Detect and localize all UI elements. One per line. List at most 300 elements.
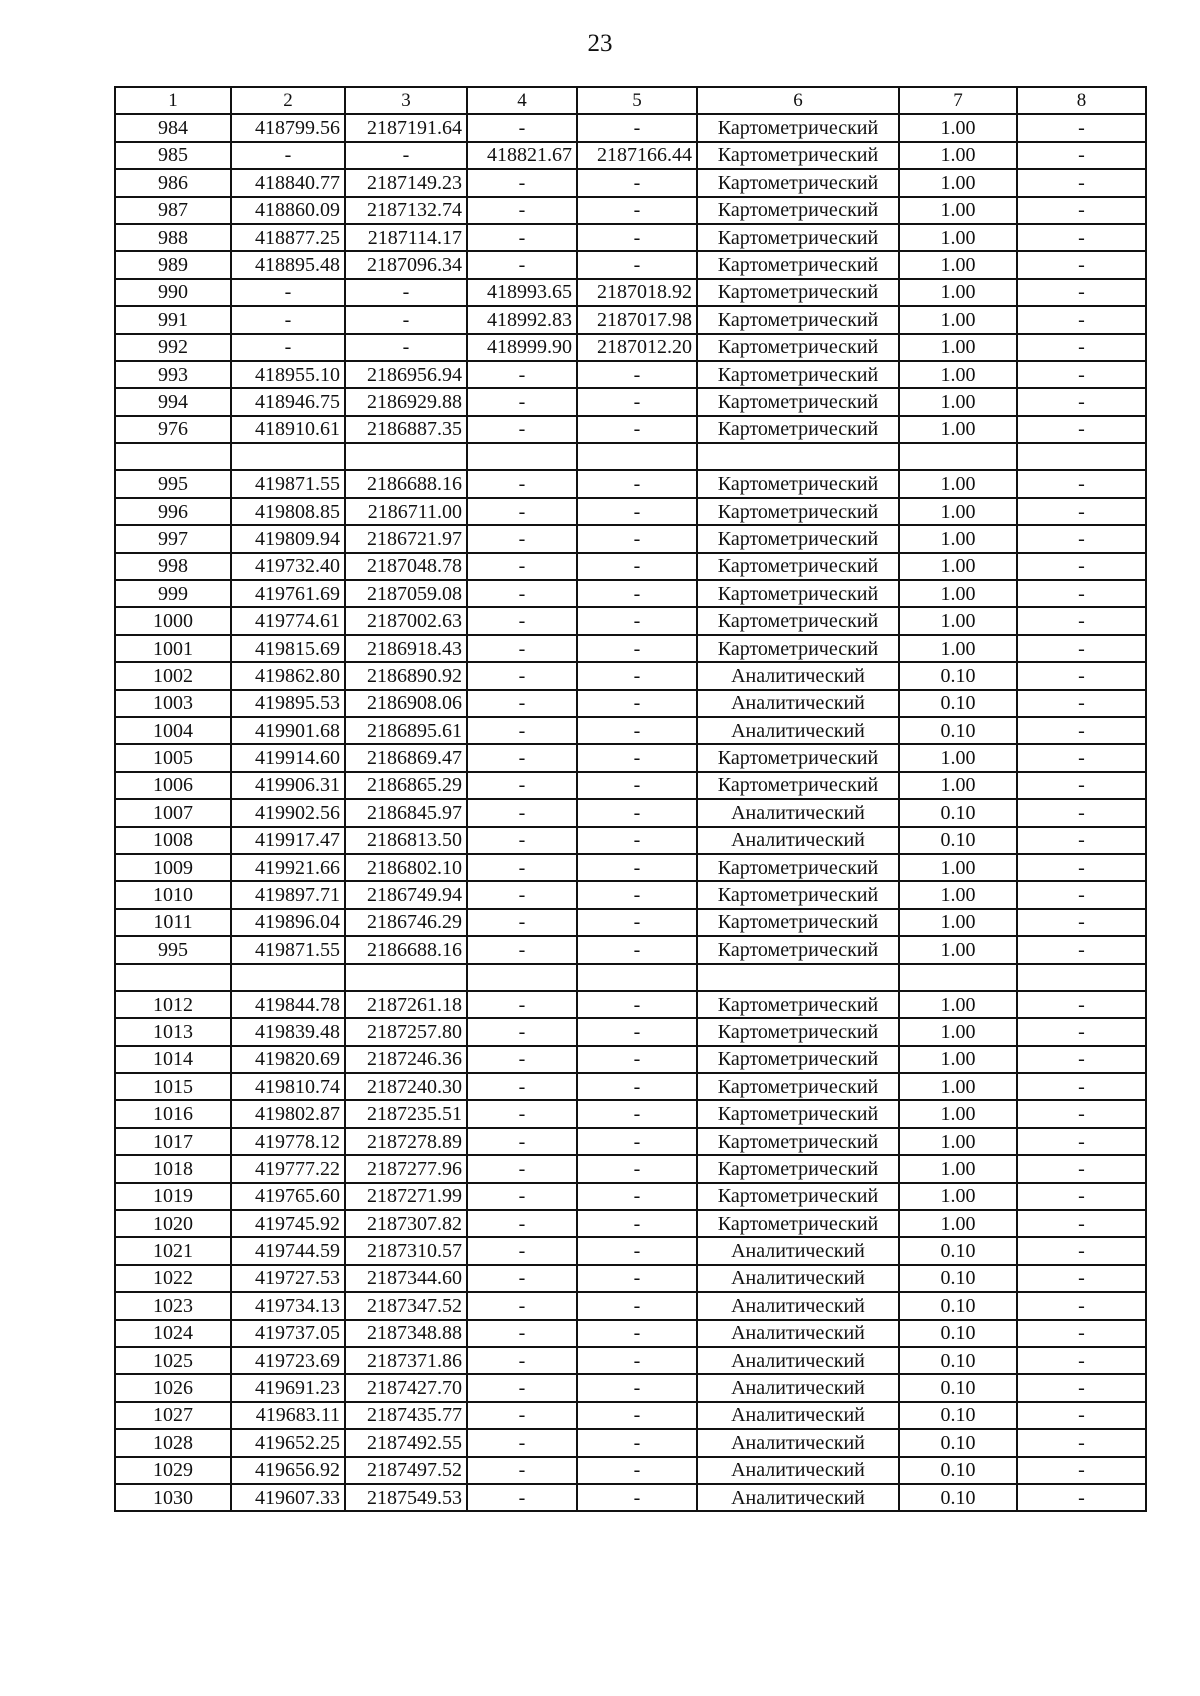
accuracy-cell: 0.10 bbox=[899, 717, 1017, 744]
x-coordinate-cell bbox=[231, 443, 345, 470]
x-new-cell: - bbox=[467, 416, 577, 443]
point-number-cell: 976 bbox=[115, 416, 231, 443]
y-coordinate-cell: 2187497.52 bbox=[345, 1457, 467, 1484]
table-row bbox=[115, 580, 1146, 607]
notes-cell: - bbox=[1017, 1402, 1146, 1429]
accuracy-cell: 1.00 bbox=[899, 334, 1017, 361]
accuracy-cell: 1.00 bbox=[899, 525, 1017, 552]
notes-cell: - bbox=[1017, 142, 1146, 169]
point-number-cell: 1012 bbox=[115, 991, 231, 1018]
y-new-cell: - bbox=[577, 224, 697, 251]
y-coordinate-cell: 2187278.89 bbox=[345, 1128, 467, 1155]
x-new-cell: - bbox=[467, 662, 577, 689]
y-new-cell: - bbox=[577, 361, 697, 388]
accuracy-cell: 1.00 bbox=[899, 580, 1017, 607]
x-coordinate-cell: 419774.61 bbox=[231, 607, 345, 634]
x-coordinate-cell: 419761.69 bbox=[231, 580, 345, 607]
y-coordinate-cell: 2187096.34 bbox=[345, 251, 467, 278]
table-row bbox=[115, 470, 1146, 497]
accuracy-cell bbox=[899, 443, 1017, 470]
table-row bbox=[115, 662, 1146, 689]
accuracy-cell: 0.10 bbox=[899, 1374, 1017, 1401]
point-number-cell: 985 bbox=[115, 142, 231, 169]
x-coordinate-cell: 419745.92 bbox=[231, 1210, 345, 1237]
point-number-cell: 1015 bbox=[115, 1073, 231, 1100]
notes-cell: - bbox=[1017, 1210, 1146, 1237]
notes-cell: - bbox=[1017, 498, 1146, 525]
y-coordinate-cell: 2187059.08 bbox=[345, 580, 467, 607]
notes-cell: - bbox=[1017, 1347, 1146, 1374]
notes-cell: - bbox=[1017, 607, 1146, 634]
y-new-cell: - bbox=[577, 1183, 697, 1210]
y-new-cell: 2187012.20 bbox=[577, 334, 697, 361]
y-coordinate-cell: 2186845.97 bbox=[345, 799, 467, 826]
method-cell: Аналитический bbox=[697, 827, 899, 854]
notes-cell: - bbox=[1017, 1484, 1146, 1511]
y-new-cell: - bbox=[577, 1320, 697, 1347]
y-new-cell bbox=[577, 964, 697, 991]
y-new-cell: - bbox=[577, 1210, 697, 1237]
x-new-cell: - bbox=[467, 498, 577, 525]
table-row bbox=[115, 1073, 1146, 1100]
notes-cell: - bbox=[1017, 1155, 1146, 1182]
y-new-cell: - bbox=[577, 1073, 697, 1100]
y-coordinate-cell: 2187246.36 bbox=[345, 1046, 467, 1073]
accuracy-cell: 1.00 bbox=[899, 991, 1017, 1018]
x-coordinate-cell: 418860.09 bbox=[231, 197, 345, 224]
table-row bbox=[115, 717, 1146, 744]
notes-cell: - bbox=[1017, 1457, 1146, 1484]
y-new-cell: - bbox=[577, 854, 697, 881]
y-coordinate-cell: 2187114.17 bbox=[345, 224, 467, 251]
y-coordinate-cell: 2187261.18 bbox=[345, 991, 467, 1018]
method-cell: Аналитический bbox=[697, 1374, 899, 1401]
method-cell: Картометрический bbox=[697, 416, 899, 443]
accuracy-cell: 1.00 bbox=[899, 142, 1017, 169]
method-cell: Картометрический bbox=[697, 1100, 899, 1127]
x-coordinate-cell: 419914.60 bbox=[231, 744, 345, 771]
notes-cell: - bbox=[1017, 909, 1146, 936]
accuracy-cell: 0.10 bbox=[899, 690, 1017, 717]
x-coordinate-cell: 419652.25 bbox=[231, 1429, 345, 1456]
table-row bbox=[115, 827, 1146, 854]
y-new-cell: 2187017.98 bbox=[577, 306, 697, 333]
x-coordinate-cell: - bbox=[231, 279, 345, 306]
point-number-cell: 1011 bbox=[115, 909, 231, 936]
y-coordinate-cell: 2187240.30 bbox=[345, 1073, 467, 1100]
x-coordinate-cell: 419862.80 bbox=[231, 662, 345, 689]
y-new-cell: - bbox=[577, 1237, 697, 1264]
table-row bbox=[115, 279, 1146, 306]
table-row bbox=[115, 964, 1146, 991]
y-coordinate-cell: 2187347.52 bbox=[345, 1292, 467, 1319]
header-cell: 4 bbox=[467, 87, 577, 114]
accuracy-cell: 1.00 bbox=[899, 1183, 1017, 1210]
y-coordinate-cell: 2187277.96 bbox=[345, 1155, 467, 1182]
notes-cell: - bbox=[1017, 1265, 1146, 1292]
point-number-cell bbox=[115, 964, 231, 991]
point-number-cell: 1016 bbox=[115, 1100, 231, 1127]
notes-cell: - bbox=[1017, 991, 1146, 1018]
accuracy-cell: 0.10 bbox=[899, 1292, 1017, 1319]
x-new-cell: - bbox=[467, 470, 577, 497]
table-row bbox=[115, 443, 1146, 470]
point-number-cell: 1019 bbox=[115, 1183, 231, 1210]
y-coordinate-cell: 2187257.80 bbox=[345, 1018, 467, 1045]
accuracy-cell: 0.10 bbox=[899, 799, 1017, 826]
notes-cell: - bbox=[1017, 470, 1146, 497]
header-cell: 2 bbox=[231, 87, 345, 114]
y-coordinate-cell: 2186895.61 bbox=[345, 717, 467, 744]
x-coordinate-cell: 419921.66 bbox=[231, 854, 345, 881]
notes-cell: - bbox=[1017, 251, 1146, 278]
table-row bbox=[115, 1237, 1146, 1264]
notes-cell: - bbox=[1017, 635, 1146, 662]
point-number-cell: 1001 bbox=[115, 635, 231, 662]
table-row bbox=[115, 1128, 1146, 1155]
x-coordinate-cell: 419683.11 bbox=[231, 1402, 345, 1429]
x-coordinate-cell: 418799.56 bbox=[231, 114, 345, 141]
method-cell: Картометрический bbox=[697, 525, 899, 552]
y-new-cell: 2187166.44 bbox=[577, 142, 697, 169]
table-row bbox=[115, 114, 1146, 141]
table-header-row bbox=[115, 87, 1146, 114]
x-coordinate-cell: 419897.71 bbox=[231, 881, 345, 908]
accuracy-cell: 1.00 bbox=[899, 553, 1017, 580]
x-coordinate-cell: - bbox=[231, 142, 345, 169]
x-new-cell: - bbox=[467, 1484, 577, 1511]
x-new-cell: - bbox=[467, 388, 577, 415]
point-number-cell: 1002 bbox=[115, 662, 231, 689]
x-coordinate-cell: 418910.61 bbox=[231, 416, 345, 443]
point-number-cell: 1003 bbox=[115, 690, 231, 717]
method-cell: Аналитический bbox=[697, 662, 899, 689]
x-coordinate-cell: 419901.68 bbox=[231, 717, 345, 744]
x-new-cell: - bbox=[467, 909, 577, 936]
table-row bbox=[115, 635, 1146, 662]
point-number-cell: 1007 bbox=[115, 799, 231, 826]
notes-cell bbox=[1017, 964, 1146, 991]
notes-cell: - bbox=[1017, 169, 1146, 196]
header-cell: 3 bbox=[345, 87, 467, 114]
y-coordinate-cell: 2187132.74 bbox=[345, 197, 467, 224]
accuracy-cell: 0.10 bbox=[899, 1237, 1017, 1264]
point-number-cell: 998 bbox=[115, 553, 231, 580]
x-coordinate-cell: 418895.48 bbox=[231, 251, 345, 278]
method-cell: Картометрический bbox=[697, 772, 899, 799]
method-cell: Аналитический bbox=[697, 1265, 899, 1292]
point-number-cell: 987 bbox=[115, 197, 231, 224]
y-coordinate-cell: 2187002.63 bbox=[345, 607, 467, 634]
y-coordinate-cell: 2187307.82 bbox=[345, 1210, 467, 1237]
header-cell: 1 bbox=[115, 87, 231, 114]
method-cell: Картометрический bbox=[697, 114, 899, 141]
notes-cell: - bbox=[1017, 690, 1146, 717]
notes-cell: - bbox=[1017, 1320, 1146, 1347]
method-cell: Картометрический bbox=[697, 498, 899, 525]
x-coordinate-cell: 419737.05 bbox=[231, 1320, 345, 1347]
table-row bbox=[115, 553, 1146, 580]
point-number-cell bbox=[115, 443, 231, 470]
method-cell: Аналитический bbox=[697, 1457, 899, 1484]
y-coordinate-cell: - bbox=[345, 306, 467, 333]
y-new-cell: - bbox=[577, 388, 697, 415]
table-row bbox=[115, 416, 1146, 443]
point-number-cell: 995 bbox=[115, 936, 231, 963]
point-number-cell: 1017 bbox=[115, 1128, 231, 1155]
x-coordinate-cell: 419810.74 bbox=[231, 1073, 345, 1100]
x-new-cell: - bbox=[467, 361, 577, 388]
method-cell: Картометрический bbox=[697, 744, 899, 771]
accuracy-cell: 0.10 bbox=[899, 1402, 1017, 1429]
y-coordinate-cell: - bbox=[345, 279, 467, 306]
x-new-cell: 418993.65 bbox=[467, 279, 577, 306]
accuracy-cell: 1.00 bbox=[899, 1155, 1017, 1182]
method-cell: Аналитический bbox=[697, 1292, 899, 1319]
accuracy-cell: 1.00 bbox=[899, 635, 1017, 662]
table-row bbox=[115, 1347, 1146, 1374]
notes-cell: - bbox=[1017, 416, 1146, 443]
table-row bbox=[115, 1374, 1146, 1401]
y-coordinate-cell: 2186929.88 bbox=[345, 388, 467, 415]
accuracy-cell: 0.10 bbox=[899, 1429, 1017, 1456]
y-new-cell: - bbox=[577, 1374, 697, 1401]
x-new-cell: - bbox=[467, 1429, 577, 1456]
x-coordinate-cell: 419778.12 bbox=[231, 1128, 345, 1155]
accuracy-cell: 1.00 bbox=[899, 1210, 1017, 1237]
point-number-cell: 996 bbox=[115, 498, 231, 525]
y-coordinate-cell: 2186887.35 bbox=[345, 416, 467, 443]
x-new-cell: - bbox=[467, 580, 577, 607]
accuracy-cell bbox=[899, 964, 1017, 991]
header-cell: 8 bbox=[1017, 87, 1146, 114]
table-row bbox=[115, 169, 1146, 196]
notes-cell: - bbox=[1017, 744, 1146, 771]
y-new-cell: - bbox=[577, 470, 697, 497]
point-number-cell: 1020 bbox=[115, 1210, 231, 1237]
x-new-cell: - bbox=[467, 1128, 577, 1155]
method-cell: Картометрический bbox=[697, 279, 899, 306]
accuracy-cell: 1.00 bbox=[899, 1128, 1017, 1155]
x-new-cell: - bbox=[467, 1100, 577, 1127]
x-new-cell: - bbox=[467, 1046, 577, 1073]
accuracy-cell: 1.00 bbox=[899, 498, 1017, 525]
x-new-cell: - bbox=[467, 1210, 577, 1237]
table-row bbox=[115, 498, 1146, 525]
x-new-cell: - bbox=[467, 169, 577, 196]
point-number-cell: 1013 bbox=[115, 1018, 231, 1045]
y-new-cell: - bbox=[577, 169, 697, 196]
x-coordinate-cell: 419744.59 bbox=[231, 1237, 345, 1264]
point-number-cell: 1027 bbox=[115, 1402, 231, 1429]
accuracy-cell: 1.00 bbox=[899, 279, 1017, 306]
method-cell: Картометрический bbox=[697, 909, 899, 936]
notes-cell: - bbox=[1017, 662, 1146, 689]
accuracy-cell: 0.10 bbox=[899, 1265, 1017, 1292]
table-row bbox=[115, 690, 1146, 717]
x-new-cell: - bbox=[467, 1265, 577, 1292]
y-new-cell: - bbox=[577, 1046, 697, 1073]
x-new-cell: - bbox=[467, 881, 577, 908]
table-row bbox=[115, 881, 1146, 908]
method-cell: Аналитический bbox=[697, 1320, 899, 1347]
method-cell: Аналитический bbox=[697, 1402, 899, 1429]
y-new-cell: - bbox=[577, 799, 697, 826]
coordinates-table bbox=[114, 86, 1147, 1512]
point-number-cell: 988 bbox=[115, 224, 231, 251]
y-new-cell: - bbox=[577, 607, 697, 634]
y-new-cell: - bbox=[577, 1100, 697, 1127]
point-number-cell: 993 bbox=[115, 361, 231, 388]
y-new-cell: - bbox=[577, 197, 697, 224]
x-new-cell: - bbox=[467, 991, 577, 1018]
table-row bbox=[115, 224, 1146, 251]
method-cell: Картометрический bbox=[697, 1128, 899, 1155]
method-cell: Картометрический bbox=[697, 1073, 899, 1100]
point-number-cell: 1009 bbox=[115, 854, 231, 881]
table-row bbox=[115, 1046, 1146, 1073]
y-coordinate-cell: 2186890.92 bbox=[345, 662, 467, 689]
x-coordinate-cell: 419820.69 bbox=[231, 1046, 345, 1073]
x-coordinate-cell: 419727.53 bbox=[231, 1265, 345, 1292]
x-new-cell: - bbox=[467, 1374, 577, 1401]
table-row bbox=[115, 1100, 1146, 1127]
y-new-cell: - bbox=[577, 772, 697, 799]
x-new-cell: - bbox=[467, 827, 577, 854]
notes-cell: - bbox=[1017, 224, 1146, 251]
x-new-cell: - bbox=[467, 197, 577, 224]
table-row bbox=[115, 1155, 1146, 1182]
table-row bbox=[115, 991, 1146, 1018]
y-new-cell: - bbox=[577, 690, 697, 717]
notes-cell: - bbox=[1017, 114, 1146, 141]
x-new-cell: - bbox=[467, 744, 577, 771]
x-coordinate-cell: 419839.48 bbox=[231, 1018, 345, 1045]
x-new-cell: - bbox=[467, 1402, 577, 1429]
y-coordinate-cell: 2186865.29 bbox=[345, 772, 467, 799]
x-new-cell: - bbox=[467, 251, 577, 278]
x-coordinate-cell: 418840.77 bbox=[231, 169, 345, 196]
header-cell: 6 bbox=[697, 87, 899, 114]
notes-cell: - bbox=[1017, 580, 1146, 607]
accuracy-cell: 0.10 bbox=[899, 1484, 1017, 1511]
table-row bbox=[115, 525, 1146, 552]
y-coordinate-cell: 2187149.23 bbox=[345, 169, 467, 196]
x-new-cell: - bbox=[467, 114, 577, 141]
table-row bbox=[115, 1320, 1146, 1347]
notes-cell: - bbox=[1017, 525, 1146, 552]
notes-cell: - bbox=[1017, 1018, 1146, 1045]
method-cell: Аналитический bbox=[697, 690, 899, 717]
method-cell: Картометрический bbox=[697, 607, 899, 634]
x-coordinate-cell: 419809.94 bbox=[231, 525, 345, 552]
method-cell: Аналитический bbox=[697, 1237, 899, 1264]
point-number-cell: 1010 bbox=[115, 881, 231, 908]
point-number-cell: 1028 bbox=[115, 1429, 231, 1456]
table-row bbox=[115, 1210, 1146, 1237]
method-cell: Картометрический bbox=[697, 1183, 899, 1210]
y-coordinate-cell bbox=[345, 964, 467, 991]
point-number-cell: 990 bbox=[115, 279, 231, 306]
y-new-cell: - bbox=[577, 1018, 697, 1045]
x-coordinate-cell: 418955.10 bbox=[231, 361, 345, 388]
point-number-cell: 991 bbox=[115, 306, 231, 333]
method-cell: Картометрический bbox=[697, 1155, 899, 1182]
notes-cell: - bbox=[1017, 717, 1146, 744]
x-coordinate-cell: 419777.22 bbox=[231, 1155, 345, 1182]
y-coordinate-cell: 2187348.88 bbox=[345, 1320, 467, 1347]
method-cell: Картометрический bbox=[697, 854, 899, 881]
table-row bbox=[115, 744, 1146, 771]
method-cell: Аналитический bbox=[697, 1429, 899, 1456]
method-cell bbox=[697, 443, 899, 470]
page-number: 23 bbox=[587, 30, 613, 57]
point-number-cell: 1022 bbox=[115, 1265, 231, 1292]
accuracy-cell: 1.00 bbox=[899, 1046, 1017, 1073]
x-coordinate-cell: 419917.47 bbox=[231, 827, 345, 854]
method-cell: Картометрический bbox=[697, 991, 899, 1018]
notes-cell: - bbox=[1017, 854, 1146, 881]
x-new-cell: - bbox=[467, 635, 577, 662]
y-new-cell: - bbox=[577, 1128, 697, 1155]
y-coordinate-cell: 2186688.16 bbox=[345, 470, 467, 497]
notes-cell bbox=[1017, 443, 1146, 470]
point-number-cell: 1000 bbox=[115, 607, 231, 634]
y-new-cell: - bbox=[577, 936, 697, 963]
y-new-cell: - bbox=[577, 498, 697, 525]
x-coordinate-cell: 419723.69 bbox=[231, 1347, 345, 1374]
x-coordinate-cell: 419871.55 bbox=[231, 936, 345, 963]
y-coordinate-cell: 2186918.43 bbox=[345, 635, 467, 662]
accuracy-cell: 1.00 bbox=[899, 881, 1017, 908]
y-new-cell: - bbox=[577, 525, 697, 552]
notes-cell: - bbox=[1017, 1237, 1146, 1264]
point-number-cell: 986 bbox=[115, 169, 231, 196]
x-coordinate-cell: - bbox=[231, 334, 345, 361]
accuracy-cell: 0.10 bbox=[899, 827, 1017, 854]
point-number-cell: 999 bbox=[115, 580, 231, 607]
x-new-cell: - bbox=[467, 1292, 577, 1319]
x-new-cell: 418999.90 bbox=[467, 334, 577, 361]
accuracy-cell: 1.00 bbox=[899, 306, 1017, 333]
x-coordinate-cell: 419808.85 bbox=[231, 498, 345, 525]
x-new-cell: - bbox=[467, 1155, 577, 1182]
y-coordinate-cell: 2187048.78 bbox=[345, 553, 467, 580]
y-coordinate-cell: 2186746.29 bbox=[345, 909, 467, 936]
x-new-cell: - bbox=[467, 553, 577, 580]
notes-cell: - bbox=[1017, 334, 1146, 361]
table-row bbox=[115, 334, 1146, 361]
notes-cell: - bbox=[1017, 1183, 1146, 1210]
y-coordinate-cell: 2186956.94 bbox=[345, 361, 467, 388]
x-coordinate-cell: 419895.53 bbox=[231, 690, 345, 717]
point-number-cell: 1024 bbox=[115, 1320, 231, 1347]
y-coordinate-cell: 2186802.10 bbox=[345, 854, 467, 881]
point-number-cell: 989 bbox=[115, 251, 231, 278]
y-coordinate-cell: 2186721.97 bbox=[345, 525, 467, 552]
accuracy-cell: 1.00 bbox=[899, 607, 1017, 634]
x-coordinate-cell: 419732.40 bbox=[231, 553, 345, 580]
y-coordinate-cell: 2187427.70 bbox=[345, 1374, 467, 1401]
notes-cell: - bbox=[1017, 279, 1146, 306]
y-new-cell: - bbox=[577, 991, 697, 1018]
x-coordinate-cell: 419607.33 bbox=[231, 1484, 345, 1511]
y-coordinate-cell: 2187271.99 bbox=[345, 1183, 467, 1210]
y-new-cell: - bbox=[577, 1265, 697, 1292]
y-coordinate-cell: 2186749.94 bbox=[345, 881, 467, 908]
accuracy-cell: 1.00 bbox=[899, 388, 1017, 415]
y-new-cell: - bbox=[577, 1402, 697, 1429]
